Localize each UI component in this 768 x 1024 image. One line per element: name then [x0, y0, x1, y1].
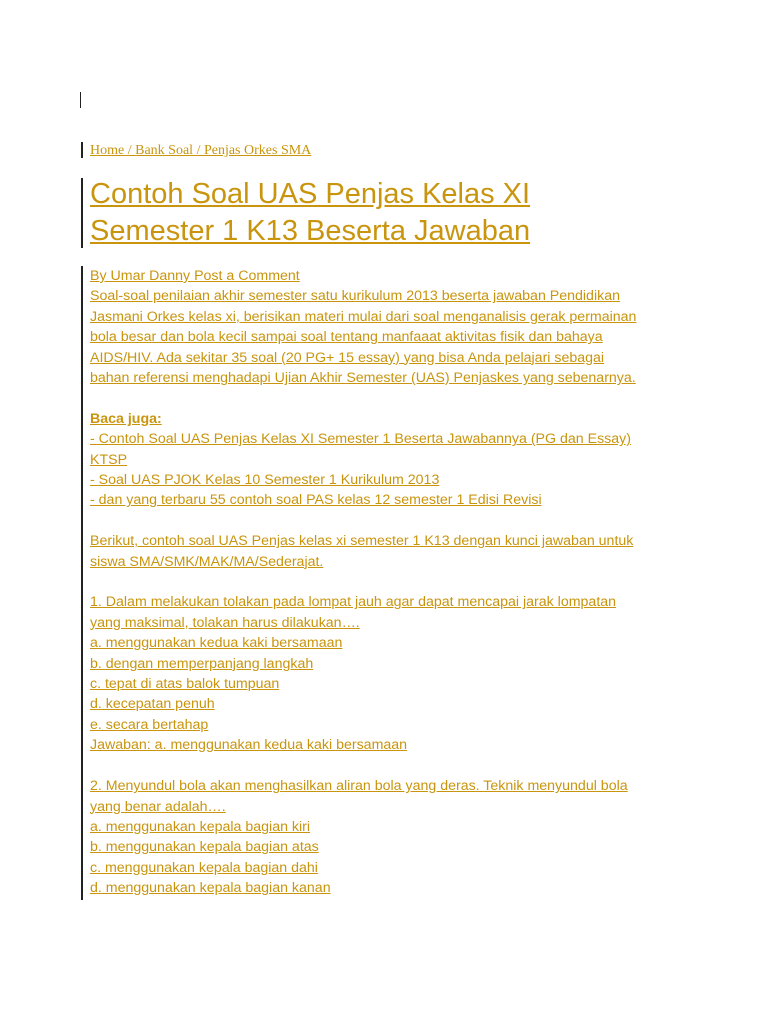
breadcrumb-home[interactable]: Home [90, 143, 125, 158]
related-link-3[interactable]: - dan yang terbaru 55 contoh soal PAS kelas 12 semester 1 Edisi Revisi [90, 492, 542, 509]
breadcrumb-rule [81, 142, 83, 158]
question-2-text[interactable]: yang benar adalah…. [90, 798, 226, 815]
byline[interactable]: By Umar Danny Post a Comment [90, 268, 300, 284]
question-1-option-b[interactable]: b. dengan memperpanjang langkah [90, 655, 314, 672]
related-link-1-cont[interactable]: KTSP [90, 451, 128, 468]
question-1-text[interactable]: yang maksimal, tolakan harus dilakukan…. [90, 614, 360, 631]
question-1-option-e[interactable]: e. secara bertahap [90, 716, 209, 733]
breadcrumb-separator: / [124, 143, 136, 158]
related-link-1[interactable]: - Contoh Soal UAS Penjas Kelas XI Semester 1 Beserta Jawabannya (PG dan Essay) [90, 431, 631, 448]
page-title-line-2[interactable]: Semester 1 K13 Beserta Jawaban [90, 215, 531, 247]
question-2-option-b[interactable]: b. menggunakan kepala bagian atas [90, 839, 319, 856]
breadcrumb-separator: / [193, 143, 204, 158]
question-1-option-a[interactable]: a. menggunakan kedua kaki bersamaan [90, 635, 343, 652]
breadcrumb-category[interactable]: Penjas Orkes SMA [203, 143, 312, 158]
lead-line[interactable]: Berikut, contoh soal UAS Penjas kelas xi semester 1 K13 dengan kunci jawaban untuk [90, 533, 634, 550]
lead-line[interactable]: siswa SMA/SMK/MAK/MA/Sederajat. [90, 553, 324, 570]
paragraph-gap [90, 511, 690, 531]
breadcrumb-bank-soal[interactable]: Bank Soal [135, 143, 194, 158]
paragraph-gap [90, 756, 690, 776]
question-1-text[interactable]: 1. Dalam melakukan tolakan pada lompat jauh agar dapat mencapai jarak lompatan [90, 594, 617, 611]
question-1-answer[interactable]: Jawaban: a. menggunakan kedua kaki bersamaan [90, 737, 408, 754]
question-2-option-c[interactable]: c. menggunakan kepala bagian dahi [90, 859, 318, 876]
page-title-line-1[interactable]: Contoh Soal UAS Penjas Kelas XI [90, 178, 531, 210]
question-1-option-d[interactable]: d. kecepatan penuh [90, 696, 215, 713]
top-vertical-rule [80, 92, 81, 108]
title-rule [81, 178, 83, 248]
baca-juga-label[interactable]: Baca juga: [90, 410, 162, 427]
question-2-option-a[interactable]: a. menggunakan kepala bagian kiri [90, 818, 311, 835]
breadcrumb [90, 142, 311, 160]
page-title[interactable] [90, 176, 650, 250]
intro-line[interactable]: Jasmani Orkes kelas xi, berisikan materi mulai dari soal menganalisis gerak permainan [90, 308, 637, 325]
content-rule [81, 266, 83, 900]
article-body [90, 266, 690, 899]
intro-line[interactable]: bahan referensi menghadapi Ujian Akhir Semester (UAS) Penjaskes yang sebenarnya. [90, 370, 636, 387]
question-2-text[interactable]: 2. Menyundul bola akan menghasilkan aliran bola yang deras. Teknik menyundul bola [90, 778, 628, 795]
question-2-option-d[interactable]: d. menggunakan kepala bagian kanan [90, 880, 331, 897]
related-link-2[interactable]: - Soal UAS PJOK Kelas 10 Semester 1 Kurikulum 2013 [90, 472, 440, 489]
question-1-option-c[interactable]: c. tepat di atas balok tumpuan [90, 676, 280, 693]
paragraph-gap [90, 388, 690, 408]
paragraph-gap [90, 572, 690, 592]
intro-line[interactable]: AIDS/HIV. Ada sekitar 35 soal (20 PG+ 15 essay) yang bisa Anda pelajari sebagai [90, 349, 605, 366]
intro-line[interactable]: bola besar dan bola kecil sampai soal tentang manfaaat aktivitas fisik dan bahaya [90, 329, 603, 346]
intro-line[interactable]: Soal-soal penilaian akhir semester satu kurikulum 2013 beserta jawaban Pendidikan [90, 288, 620, 305]
